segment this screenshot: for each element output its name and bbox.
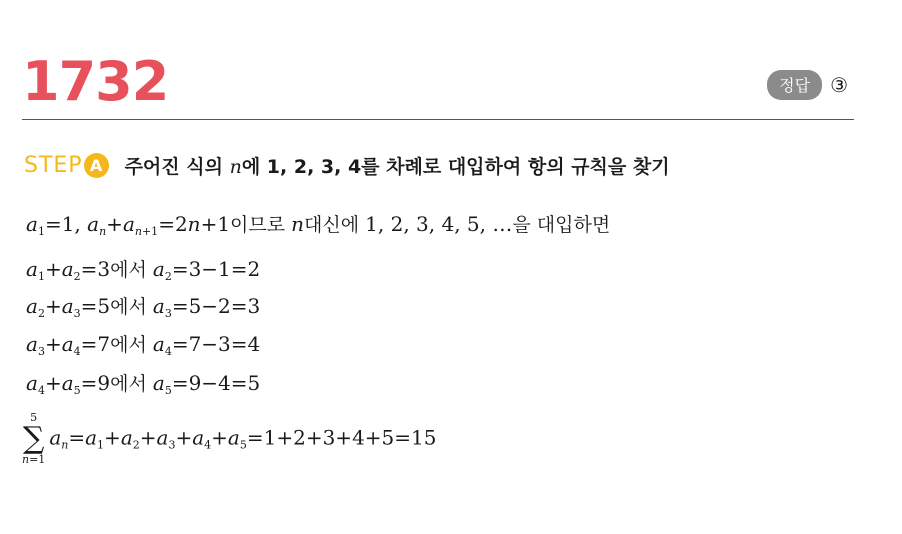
solution-line-3: $a_2+a_3=5$에서 $a_3=5-2=3$: [26, 294, 261, 320]
answer-box: [767, 70, 848, 100]
header-divider: [22, 119, 854, 120]
step-description: 주어진 식의 n에 1, 2, 3, 4를 차례로 대입하여 항의 규칙을 찾기: [124, 156, 670, 178]
answer-value: ③: [830, 73, 848, 97]
step-label: STEP: [24, 153, 83, 178]
solution-sum-line: 5 ∑ n=1 $a_n=a_1+a_2+a_3+a_4+a_5=1+2+3+4+5=15$: [22, 411, 437, 466]
step-heading: [24, 152, 670, 179]
solution-line-1: $a_1=1$, $a_n+a_{n+1}=2n+1$이므로 n대신에 1, 2, 3, 4, 5, …을 대입하면: [26, 212, 611, 238]
solution-line-2: $a_1+a_2=3$에서 $a_2=3-1=2$: [26, 257, 261, 283]
step-letter-badge: A: [84, 153, 109, 178]
solution-line-5: $a_4+a_5=9$에서 $a_5=9-4=5$: [26, 371, 261, 397]
solution-line-4: $a_3+a_4=7$에서 $a_4=7-3=4$: [26, 332, 261, 358]
problem-number: 1732: [22, 50, 169, 113]
answer-label: 정답: [767, 70, 822, 100]
sigma-symbol: 5 ∑ n=1: [22, 411, 46, 466]
